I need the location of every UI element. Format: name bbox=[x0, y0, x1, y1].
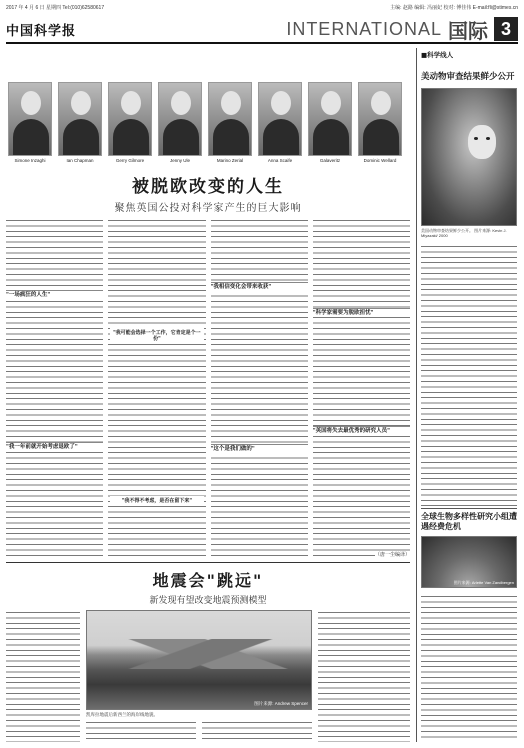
portrait-photo bbox=[58, 82, 102, 156]
photo-caption-text: 美国动物审查结果鲜少公开。 bbox=[421, 228, 473, 233]
sidebar-headline: 美动物审查结果鲜少公开 bbox=[421, 72, 515, 82]
subhead-title: "科学家需要为脱欧担忧" bbox=[312, 310, 374, 316]
photo-caption: 凯库拉地震后新西兰的海岸线地貌。 bbox=[86, 712, 158, 717]
article-body-columns bbox=[6, 218, 410, 558]
portrait-name: Marino Zerial bbox=[216, 158, 244, 163]
subhead-title: "一场疯狂的人生" bbox=[6, 292, 51, 298]
subhead-title: "我相信变化会带来收获" bbox=[210, 284, 272, 290]
portrait-photo bbox=[258, 82, 302, 156]
portrait-strip bbox=[6, 48, 410, 174]
sidebar-article-text bbox=[421, 594, 517, 740]
section-subhead bbox=[211, 444, 308, 453]
portrait-photo bbox=[308, 82, 352, 156]
portrait-name: Anna Scaife bbox=[267, 158, 293, 163]
article-column bbox=[313, 218, 410, 558]
subhead-title: "我一年前就开始考虑退欧了" bbox=[6, 444, 78, 450]
globe-photo bbox=[421, 536, 517, 588]
section-title-en: INTERNATIONAL bbox=[286, 18, 442, 39]
section-subhead bbox=[6, 442, 103, 451]
photo-caption bbox=[421, 228, 517, 238]
portrait-name: Jenny Ule bbox=[169, 158, 190, 163]
pull-quote-text: "我不得不考虑，是否在留下来" bbox=[121, 498, 192, 504]
sidebar-headline: 全球生物多样性研究小组遭遇经费危机 bbox=[421, 512, 517, 531]
dateline-bar bbox=[6, 4, 518, 14]
pull-quote-text: "我可能会选择一个工作，它肯定是个一份" bbox=[113, 330, 201, 342]
earthquake-photo bbox=[86, 610, 312, 710]
subhead-title: "这个是我们做的" bbox=[210, 446, 255, 452]
sidebar bbox=[416, 48, 518, 742]
portrait-name: Gerry Gilmore bbox=[115, 158, 145, 163]
article-column bbox=[318, 610, 410, 742]
article-column bbox=[211, 218, 308, 558]
main-content bbox=[6, 48, 410, 742]
photo-credit: 图片来源: Kevin J. Miyazaki/ 2000 bbox=[421, 228, 507, 238]
article-divider bbox=[6, 562, 410, 563]
portrait-photo bbox=[108, 82, 152, 156]
sidebar-article-text bbox=[421, 244, 517, 506]
pull-quote bbox=[110, 496, 203, 506]
article-column bbox=[6, 218, 103, 558]
page-number: 3 bbox=[494, 17, 518, 41]
portrait-photo bbox=[358, 82, 402, 156]
portrait-photo bbox=[208, 82, 252, 156]
dateline-left: 2017 年 4 月 6 日 星期四 Tel:(010)62580617 bbox=[6, 5, 105, 11]
article-column bbox=[108, 218, 205, 558]
portrait-photo bbox=[8, 82, 52, 156]
portrait-name: Dominic Wellard bbox=[363, 158, 397, 163]
monkey-photo bbox=[421, 88, 517, 226]
masthead bbox=[6, 16, 518, 44]
article-column bbox=[202, 720, 312, 742]
portrait-name: Galaveritz bbox=[319, 158, 341, 163]
section-title-cn: 国际 bbox=[448, 20, 488, 43]
newspaper-logo: 中国科学报 bbox=[6, 23, 77, 39]
article-column bbox=[6, 610, 80, 742]
article-subheadline: 新发现有望改变地震预测模型 bbox=[149, 596, 267, 606]
pull-quote bbox=[110, 328, 203, 344]
portrait-photo bbox=[158, 82, 202, 156]
section-subhead bbox=[313, 426, 410, 435]
article-byline: （唐一尘编译） bbox=[374, 552, 410, 558]
section-subhead bbox=[211, 282, 308, 291]
sidebar-kicker: ■科学线人 bbox=[421, 51, 454, 59]
section-subhead bbox=[313, 308, 410, 317]
dateline-right: 主编: 赵路 编辑: 冯丽妃 校对: 傅佳伟 E-mail:fli@stimes.cn bbox=[390, 5, 518, 11]
sidebar-divider bbox=[421, 508, 517, 509]
subhead-title: "英国将失去最优秀的研究人员" bbox=[312, 428, 390, 434]
article-subheadline: 聚焦英国公投对科学家产生的巨大影响 bbox=[114, 203, 302, 214]
portrait-name: Simone Inzaghi bbox=[14, 158, 46, 163]
section-subhead bbox=[6, 290, 103, 299]
photo-credit: 图片来源: Andrew Spencer bbox=[254, 701, 308, 706]
portrait-name: Ian Chapman bbox=[66, 158, 94, 163]
photo-credit: 图片来源: Arlette Van Zandbergen bbox=[453, 580, 514, 585]
article-headline: 被脱欧改变的人生 bbox=[132, 177, 284, 197]
article-column bbox=[86, 720, 196, 742]
article-headline: 地震会"跳远" bbox=[152, 571, 264, 590]
